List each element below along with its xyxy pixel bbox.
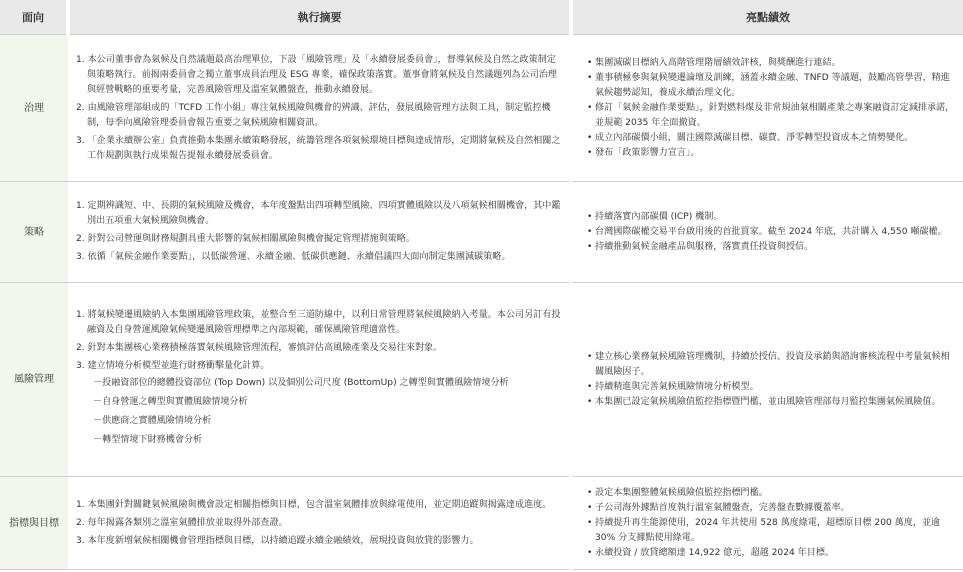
summary-item: 1. 將氣候變遷風險納入本集團風險管理政策，並整合至三道防線中，以利日常管理將氣候風險納入考量。本公司另訂有投融資及自身營運風險氣候變遷風險管理標準之內部規範，確保風險管理適當性。	[76, 309, 561, 335]
highlight-item: • 持續精進與完善氣候風險情境分析模型。	[587, 380, 955, 395]
highlight-item: • 集團減碳目標納入高階管理階層績效評核，與獎酬進行連結。	[587, 56, 955, 71]
highlights-cell	[571, 283, 963, 477]
highlight-item: • 子公司海外據點首度執行溫室氣體盤查，完善盤查數據覆蓋率。	[587, 501, 955, 516]
highlights-cell	[571, 182, 963, 283]
executive-summary-cell	[68, 283, 571, 477]
highlights-cell	[571, 35, 963, 182]
executive-summary-cell	[68, 477, 571, 570]
summary-item: 1. 本公司董事會為氣候及自然議題最高治理單位，下設「風險管理」及「永續發展委員會」，督導氣候及自然之政策制定與策略執行。前揭兩委員會之獨立董事成員治理及 ESG 專業，確保政策落實。董事會將氣候及自然議題列為公司治理與經營戰略的重要考量，完善風險管理及溫室氣體盤查，推動永續發展。	[76, 54, 557, 95]
highlight-item: • 建立核心業務氣候風險管理機制，持續於授信、投資及承銷與諮詢審核流程中考量氣候相關風險因子。	[587, 350, 955, 380]
highlight-item: • 本集團已設定氣候風險值監控指標暨門檻，並由風險管理部每月監控集團氣候風險值。	[587, 395, 955, 410]
row-area-label: 策略	[0, 182, 68, 283]
highlight-item: • 持續提升再生能源使用，2024 年共使用 528 萬度綠電，超標原目標 200 萬度，並逾 30% 分支據點使用綠電。	[587, 516, 955, 546]
table-row-governance	[0, 35, 963, 182]
highlight-item: • 持續落實內部碳價 (ICP) 機制。	[587, 210, 955, 225]
highlight-item: • 永續投資 / 放貸總額達 14,922 億元，超越 2024 年目標。	[587, 546, 955, 561]
executive-summary-cell	[68, 35, 571, 182]
summary-item: 2. 針對本集團核心業務積極落實氣候風險管理流程，審慎評估高風險產業及交易往來對象。	[76, 342, 443, 353]
row-area-label: 風險管理	[0, 283, 68, 477]
header-area: 面向	[0, 0, 68, 35]
summary-item	[76, 359, 563, 448]
highlight-item: • 成立內部碳價小組，關注國際減碳目標、碳費、淨零轉型投資成本之情勢變化。	[587, 131, 955, 146]
summary-item-text: 3. 建立情境分析模型並進行財務衝擊量化計算。	[76, 360, 270, 371]
summary-item: 3. 本年度新增氣候相關機會管理指標與目標，以持續追蹤永續金融績效，展現投資與放貸的影響力。	[76, 535, 479, 546]
summary-item: 1. 本集團針對關鍵氣候風險與機會設定相關指標與目標，包含溫室氣體排放與綠電使用，並定期追蹤與揭露達成進度。	[76, 499, 552, 510]
scenario-subitem: －供應商之實體風險情境分析	[93, 415, 212, 426]
highlight-item: • 發布「政策影響力宣言」。	[587, 146, 955, 161]
highlights-cell	[571, 477, 963, 570]
highlight-item: • 持續推動氣候金融產品與服務，落實責任投資與授信。	[587, 240, 955, 255]
highlight-item: • 董事積極參與氣候變遷論壇及訓練，涵蓋永續金融、TNFD 等議題，鼓勵高管學習，精進氣候趨勢認知，養成永續治理文化。	[587, 71, 955, 101]
scenario-subitem: －投融資部位的總體投資部位 (Top Down) 以及個別公司尺度 (BottomUp) 之轉型與實體風險情境分析	[93, 377, 509, 388]
table-header-row	[0, 0, 963, 35]
highlight-item: • 修訂「氣候金融作業要點」，針對燃料煤及非常規油氣相關產業之專案融資訂定減排承諾，並規範 2035 年全面撤資。	[587, 101, 955, 131]
summary-item: 3. 依循「氣候金融作業要點」，以低碳營運、永續金融、低碳供應鏈、永續倡議四大面向制定集團減碳策略。	[76, 252, 511, 262]
row-area-label: 治理	[0, 35, 68, 182]
scenario-subitem: －轉型情境下財務機會分析	[93, 434, 203, 445]
header-highlights: 亮點績效	[571, 0, 963, 35]
executive-summary-cell	[68, 182, 571, 283]
row-area-label: 指標與目標	[0, 477, 68, 570]
header-summary: 執行摘要	[68, 0, 571, 35]
highlight-item: • 設定本集團整體氣候風險值監控指標門檻。	[587, 486, 955, 501]
table-row-metrics-targets	[0, 477, 963, 570]
summary-item: 2. 針對公司營運與財務規劃具重大影響的氣候相關風險與機會擬定管理措施與策略。	[76, 234, 415, 244]
table-row-strategy	[0, 182, 963, 283]
summary-item: 3. 「企業永續辦公室」負責推動本集團永續策略發展，統籌管理各項氣候環境目標與達成情形，定期將氣候及自然相關之工作規劃與執行成果報告提報永續發展委員會。	[76, 135, 561, 161]
table-row-risk-management	[0, 283, 963, 477]
summary-item: 2. 由風險管理部組成的「TCFD 工作小組」專注氣候風險與機會的辨識、評估，發展風險管理方法與工具，制定監控機制，每季向風險管理委員會報告重要之氣候風險相關資訊。	[76, 102, 551, 128]
summary-item: 2. 每年揭露各類別之溫室氣體排放並取得外部查證。	[76, 517, 288, 528]
scenario-subitem: －自身營運之轉型與實體風險情境分析	[93, 396, 248, 407]
highlight-item: • 台灣國際碳權交易平台啟用後的首批買家。截至 2024 年底，共計購入 4,550 噸碳權。	[587, 225, 955, 240]
summary-item: 1. 定期辨識短、中、長期的氣候風險及機會，本年度盤點出四項轉型風險、四項實體風險以及八項氣候相關機會，其中鑑別出五項重大氣候風險與機會。	[76, 201, 561, 226]
